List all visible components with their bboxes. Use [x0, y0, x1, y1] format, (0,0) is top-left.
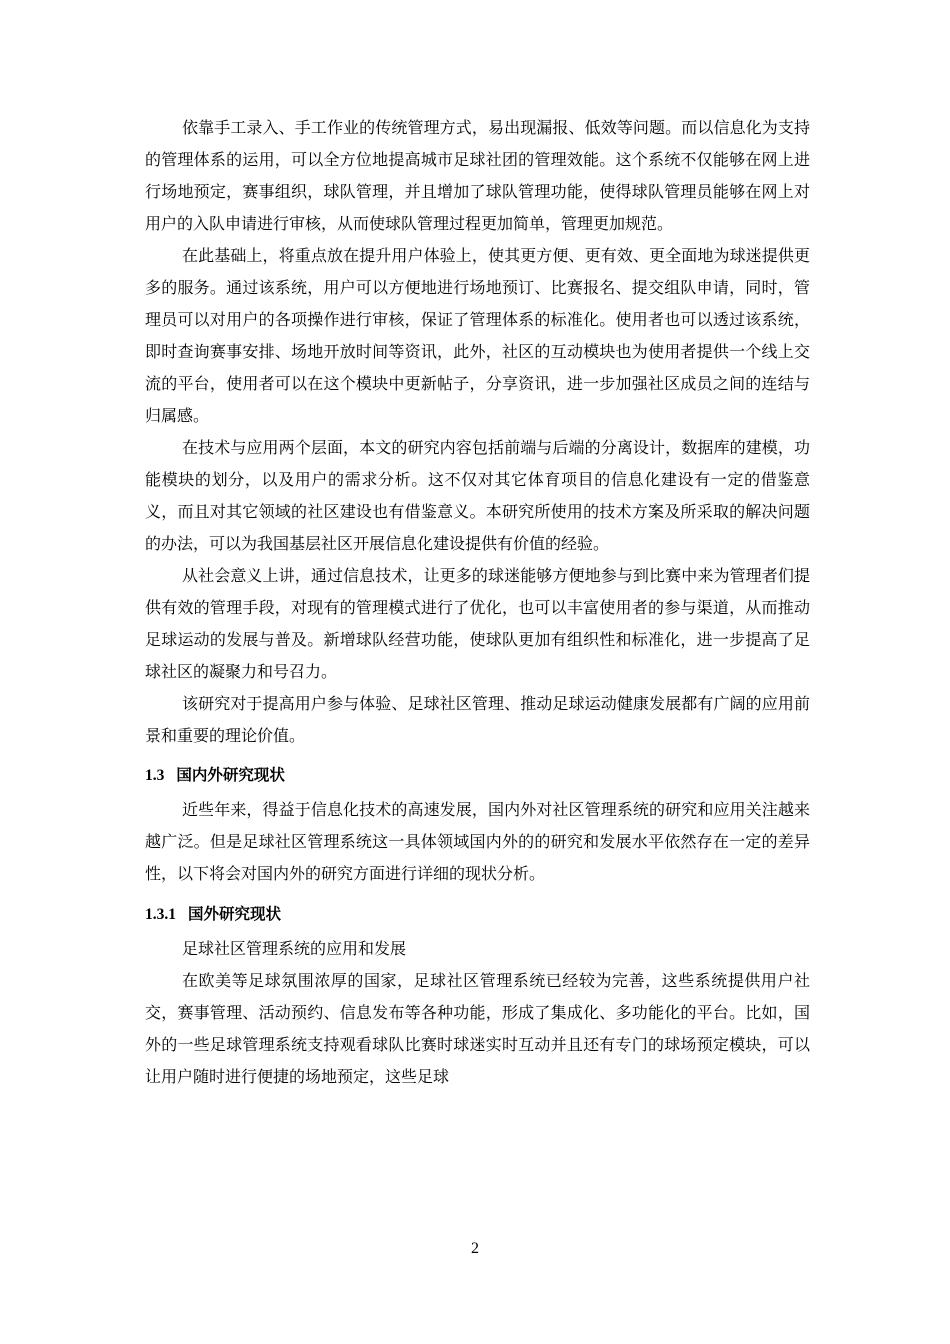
- paragraph-technology-application: 在技术与应用两个层面，本文的研究内容包括前端与后端的分离设计，数据库的建模，功能模块的划分，以及用户的需求分析。这不仅对其它体育项目的信息化建设有一定的借鉴意义，而且对其它领域的社区建设也有借鉴意义。本研究所使用的技术方案及所采取的解决问题的办法，可以为我国基层社区开展信息化建设提供有价值的经验。: [145, 438, 810, 553]
- section-title: 国外研究现状: [188, 905, 282, 923]
- paragraph-manual-management: 依靠手工录入、手工作业的传统管理方式，易出现漏报、低效等问题。而以信息化为支持的管理体系的运用，可以全方位地提高城市足球社团的管理效能。这个系统不仅能够在网上进行场地预定，赛事组织，球队管理，并且增加了球队管理功能，使得球队管理员能够在网上对用户的入队申请进行审核，从而使球队管理过程更加简单，管理更加规范。: [145, 118, 810, 233]
- paragraph-foreign-systems: 在欧美等足球氛围浓厚的国家，足球社区管理系统已经较为完善，这些系统提供用户社交，赛事管理、活动预约、信息发布等各种功能，形成了集成化、多功能化的平台。比如，国外的一些足球管理系统支持观看球队比赛时球迷实时互动并且还有专门的球场预定模块，可以让用户随时进行便捷的场地预定，这些足球: [145, 971, 810, 1086]
- document-body: [145, 112, 810, 1093]
- section-number: 1.3: [145, 767, 165, 784]
- paragraph-social-significance: 从社会意义上讲，通过信息技术，让更多的球迷能够方便地参与到比赛中来为管理者们提供有效的管理手段，对现有的管理模式进行了优化，也可以丰富使用者的参与渠道，从而推动足球运动的发展与普及。新增球队经营功能，使球队更加有组织性和标准化，进一步提高了足球社区的凝聚力和号召力。: [145, 566, 810, 681]
- paragraph-research-value: 该研究对于提高用户参与体验、足球社区管理、推动足球运动健康发展都有广阔的应用前景和重要的理论价值。: [145, 694, 810, 745]
- section-heading-1-3: [145, 759, 810, 792]
- section-heading-1-3-1: [145, 898, 810, 931]
- paragraph-research-status-overview: 近些年来，得益于信息化技术的高速发展，国内外对社区管理系统的研究和应用关注越来越广泛。但是足球社区管理系统这一具体领域国内外的的研究和发展水平依然存在一定的差异性，以下将会对国内外的研究方面进行详细的现状分析。: [145, 800, 810, 883]
- paragraph-user-experience: 在此基础上，将重点放在提升用户体验上，使其更方便、更有效、更全面地为球迷提供更多的服务。通过该系统，用户可以方便地进行场地预订、比赛报名、提交组队申请，同时，管理员可以对用户的各项操作进行审核，保证了管理体系的标准化。使用者也可以透过该系统，即时查询赛事安排、场地开放时间等资讯，此外，社区的互动模块也为使用者提供一个线上交流的平台，使用者可以在这个模块中更新帖子，分享资讯，进一步加强社区成员之间的连结与归属感。: [145, 246, 810, 425]
- page-number: 2: [471, 1240, 479, 1257]
- section-title: 国内外研究现状: [176, 766, 285, 784]
- subsection-subtitle: 足球社区管理系统的应用和发展: [182, 939, 407, 958]
- section-number: 1.3.1: [145, 906, 176, 923]
